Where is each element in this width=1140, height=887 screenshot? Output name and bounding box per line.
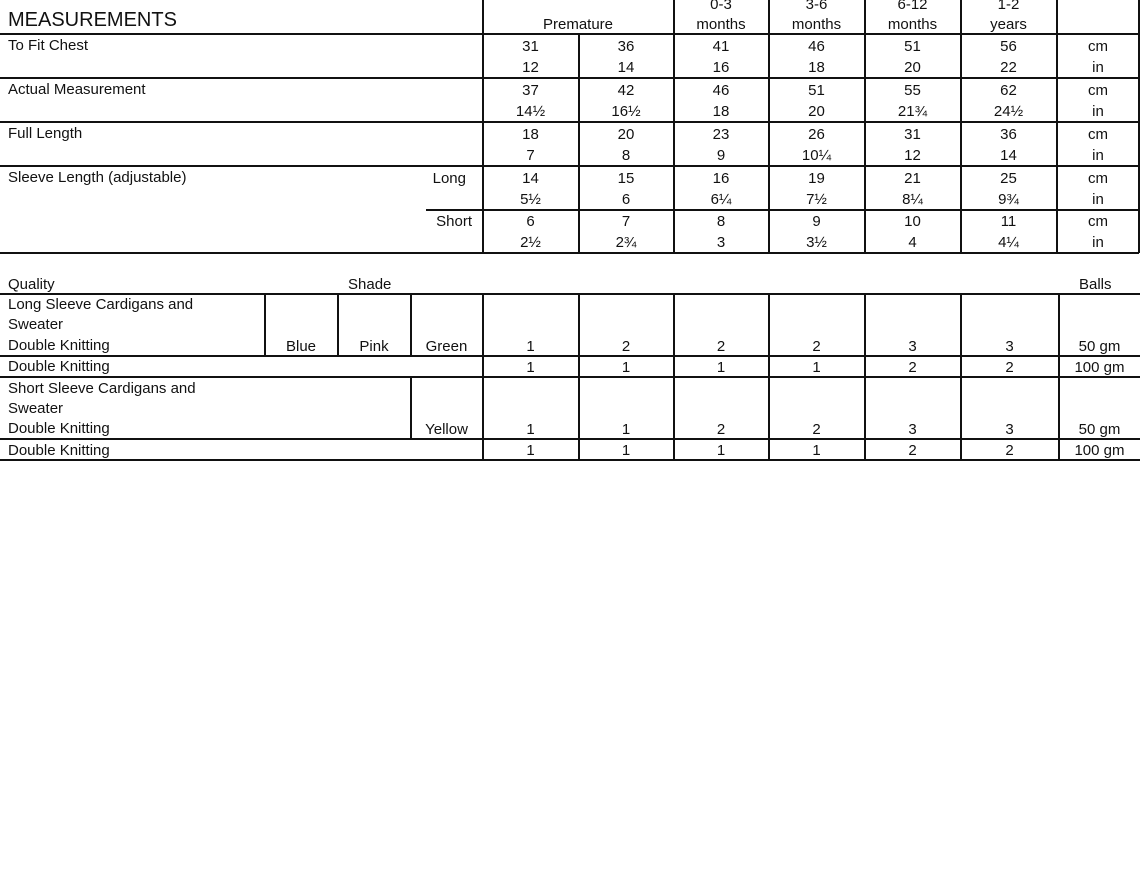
row-label: Full Length	[8, 125, 83, 142]
age-header-line1: 1-2	[997, 0, 1020, 13]
value-cm: 16	[712, 170, 730, 187]
value-cm: 23	[712, 126, 730, 143]
row-divider	[0, 165, 1139, 167]
quality-name: Double Knitting	[8, 337, 110, 354]
value-cm: 26	[808, 126, 825, 143]
value-cm: 36	[1000, 126, 1017, 143]
value-in: 7½	[806, 191, 827, 208]
ball-count: 1	[621, 421, 631, 438]
age-header-line2: months	[887, 16, 938, 33]
ball-count: 1	[716, 359, 726, 376]
value-in: 9	[716, 147, 726, 164]
value-in: 14	[617, 59, 635, 76]
value-in: 22	[1000, 59, 1017, 76]
ball-count: 1	[526, 338, 535, 355]
ball-unit: 50 gm	[1078, 338, 1121, 355]
value-in: 6	[621, 191, 631, 208]
value-in: 14	[1000, 147, 1017, 164]
value-in: 3	[716, 234, 726, 251]
value-cm: 37	[522, 82, 539, 99]
value-cm: 46	[712, 82, 730, 99]
value-cm: 56	[1000, 38, 1017, 55]
ball-count: 1	[812, 442, 821, 459]
unit-cm: cm	[1088, 170, 1108, 187]
value-in: 2½	[520, 234, 541, 251]
value-cm: 21	[904, 170, 921, 187]
value-cm: 18	[522, 126, 539, 143]
ball-count: 1	[812, 359, 821, 376]
quality-name: Double Knitting	[8, 420, 110, 437]
value-cm: 11	[1000, 213, 1017, 230]
ball-count: 3	[908, 338, 917, 355]
row-sublabel: Short	[436, 213, 472, 230]
balls-header: Balls	[1079, 276, 1112, 293]
group-title: Sweater	[8, 316, 64, 333]
age-header-line2: months	[791, 16, 842, 33]
value-in: 12	[522, 59, 539, 76]
premature-header: Premature	[542, 16, 614, 33]
ball-unit: 100 gm	[1074, 359, 1125, 376]
row-divider	[0, 252, 1139, 254]
unit-cm: cm	[1088, 213, 1108, 230]
value-cm: 36	[617, 38, 635, 55]
row-sublabel: Long	[432, 170, 466, 187]
value-in: 10¼	[801, 147, 832, 164]
shade-header: Shade	[348, 276, 392, 293]
value-in: 20	[904, 59, 921, 76]
value-in: 8¼	[902, 191, 923, 208]
row-label: Sleeve Length (adjustable)	[8, 169, 187, 186]
value-cm: 51	[904, 38, 921, 55]
value-in: 16½	[611, 103, 641, 120]
shade-name: Yellow	[425, 421, 468, 438]
value-in: 18	[808, 59, 825, 76]
ball-count: 1	[621, 359, 631, 376]
value-in: 24½	[993, 103, 1024, 120]
ball-count: 1	[621, 442, 631, 459]
value-in: 16	[712, 59, 730, 76]
ball-count: 2	[1005, 442, 1014, 459]
shade-name: Pink	[359, 338, 389, 355]
quality-name: Double Knitting	[8, 358, 110, 375]
value-in: 21¾	[897, 103, 928, 120]
row-divider	[0, 376, 1140, 378]
value-in: 8	[621, 147, 631, 164]
value-cm: 14	[522, 170, 539, 187]
unit-in: in	[1092, 147, 1104, 164]
row-divider	[0, 293, 1140, 295]
unit-cm: cm	[1088, 38, 1108, 55]
value-in: 2¾	[615, 234, 637, 251]
ball-count: 3	[1005, 338, 1014, 355]
group-title: Sweater	[8, 400, 64, 417]
age-header-line1: 6-12	[897, 0, 928, 13]
row-label: Actual Measurement	[8, 81, 146, 98]
ball-count: 2	[908, 442, 917, 459]
header-divider	[482, 33, 1139, 35]
group-title: Short Sleeve Cardigans and	[8, 380, 196, 397]
row-divider	[0, 121, 1139, 123]
value-in: 20	[808, 103, 825, 120]
value-cm: 7	[621, 213, 631, 230]
age-header-line2: months	[696, 16, 746, 33]
row-divider	[0, 77, 1139, 79]
value-in: 7	[526, 147, 535, 164]
ball-unit: 100 gm	[1074, 442, 1125, 459]
value-cm: 42	[617, 82, 635, 99]
ball-count: 2	[716, 338, 726, 355]
unit-in: in	[1092, 103, 1104, 120]
ball-count: 2	[1005, 359, 1014, 376]
value-cm: 8	[716, 213, 726, 230]
ball-count: 3	[908, 421, 917, 438]
ball-count: 2	[812, 338, 821, 355]
ball-count: 1	[526, 359, 535, 376]
ball-unit: 50 gm	[1078, 421, 1121, 438]
unit-cm: cm	[1088, 126, 1108, 143]
value-cm: 10	[904, 213, 921, 230]
page-title: MEASUREMENTS	[8, 9, 177, 31]
value-cm: 46	[808, 38, 825, 55]
unit-cm: cm	[1088, 82, 1108, 99]
row-divider	[0, 355, 1140, 357]
value-in: 9¾	[998, 191, 1019, 208]
row-divider	[426, 209, 1139, 211]
value-in: 12	[904, 147, 921, 164]
age-header-line1: 3-6	[805, 0, 828, 13]
group-title: Long Sleeve Cardigans and	[8, 296, 194, 313]
value-cm: 31	[522, 38, 539, 55]
value-in: 4	[908, 234, 917, 251]
value-cm: 55	[904, 82, 921, 99]
age-header-line1: 0-3	[710, 0, 732, 13]
shade-name: Green	[425, 338, 468, 355]
value-in: 18	[712, 103, 730, 120]
quality-header: Quality	[8, 276, 55, 293]
title-underline	[0, 33, 482, 35]
unit-in: in	[1092, 191, 1104, 208]
age-header-line2: years	[990, 16, 1027, 33]
value-cm: 19	[808, 170, 825, 187]
value-cm: 20	[617, 126, 635, 143]
ball-count: 2	[716, 421, 726, 438]
value-in: 6¼	[710, 191, 732, 208]
ball-count: 3	[1005, 421, 1014, 438]
value-cm: 25	[1000, 170, 1017, 187]
ball-count: 2	[908, 359, 917, 376]
value-cm: 6	[526, 213, 535, 230]
ball-count: 1	[526, 442, 535, 459]
value-cm: 62	[1000, 82, 1017, 99]
row-label: To Fit Chest	[8, 37, 89, 54]
ball-count: 1	[716, 442, 726, 459]
value-in: 14½	[515, 103, 546, 120]
quality-name: Double Knitting	[8, 442, 110, 459]
row-divider	[0, 438, 1140, 440]
row-divider	[0, 459, 1140, 461]
unit-in: in	[1092, 59, 1104, 76]
value-in: 3½	[806, 234, 827, 251]
ball-count: 2	[621, 338, 631, 355]
value-in: 5½	[520, 191, 541, 208]
value-cm: 9	[812, 213, 821, 230]
value-cm: 31	[904, 126, 921, 143]
unit-in: in	[1092, 234, 1104, 251]
ball-count: 2	[812, 421, 821, 438]
value-cm: 51	[808, 82, 825, 99]
value-in: 4¼	[998, 234, 1019, 251]
value-cm: 41	[712, 38, 730, 55]
ball-count: 1	[526, 421, 535, 438]
shade-name: Blue	[285, 338, 317, 355]
value-cm: 15	[617, 170, 635, 187]
